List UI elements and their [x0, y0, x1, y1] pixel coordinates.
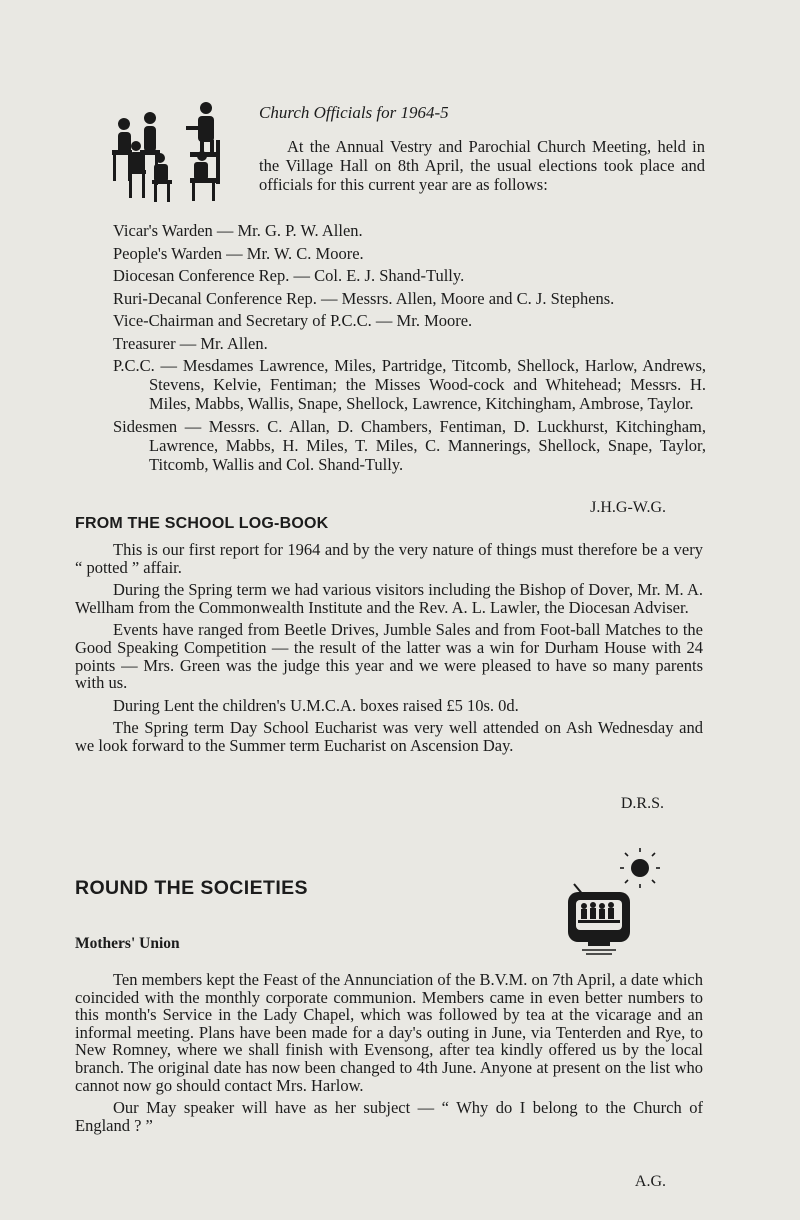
- school-heading: FROM THE SCHOOL LOG-BOOK: [75, 515, 329, 532]
- officials-heading: Church Officials for 1964-5: [259, 103, 449, 122]
- paragraph: Our May speaker will have as her subject — “ Why do I belong to the Church of England ? ”: [75, 1098, 703, 1135]
- paragraph: During the Spring term we had various visitors including the Bishop of Dover, Mr. M. A. Wellham from the Commonwealth Institute and the Rev. A. L. Lawler, the Diocesan Adviser.: [75, 580, 703, 617]
- paragraph: The Spring term Day School Eucharist was very well attended on Ash Wednesday and we look forward to the Summer term Eucharist on Ascension Day.: [75, 718, 703, 755]
- mothers-union-signature: A.G.: [634, 1173, 666, 1190]
- societies-heading: ROUND THE SOCIETIES: [75, 877, 308, 899]
- mothers-union-heading: Mothers' Union: [75, 935, 180, 952]
- television-illustration-icon: [560, 848, 662, 960]
- paragraph: During Lent the children's U.M.C.A. boxes raised £5 10s. 0d.: [113, 695, 519, 715]
- paragraph: Ten members kept the Feast of the Annunciation of the B.V.M. on 7th April, a date which coincided with the monthly corporate communion. Members came in even better numbers to this month's Service in the Lady Chapel, which was followed by tea at the vicarage and an informal meeting. Plans have been made for a day's outing in June, via Tenterden and Rye, to New Romney, where we shall finish with Evensong, after tea kindly offered us by the local branch. The original date has now been changed to 4th June. Anyone at present on the list who cannot now go should contact Mrs. Harlow.: [75, 970, 703, 1095]
- officials-intro: [259, 137, 705, 194]
- officials-signature: J.H.G-W.G.: [590, 499, 666, 516]
- list-item: P.C.C. — Mesdames Lawrence, Miles, Partridge, Titcomb, Shellock, Harlow, Andrews, Stevens, Kelvie, Fentiman; the Misses Wood-cock and Whitehead; Messrs. H. Miles, Mabbs, Wallis, Snape, Shellock, Lawrence, Kitchingham, Ambrose, Taylor.: [113, 356, 706, 413]
- officials-intro-text: At the Annual Vestry and Parochial Church Meeting, held in the Village Hall on 8th April, the usual elections took place and officials for this current year are as follows:: [259, 137, 705, 194]
- meeting-illustration-icon: [106, 100, 234, 204]
- officials-list: [113, 221, 706, 477]
- list-item: Treasurer — Mr. Allen.: [113, 333, 268, 353]
- list-item: People's Warden — Mr. W. C. Moore.: [113, 243, 364, 263]
- list-item: Vice-Chairman and Secretary of P.C.C. — Mr. Moore.: [113, 311, 473, 330]
- paragraph: This is our first report for 1964 and by the very nature of things must therefore be a very “ potted ” affair.: [75, 540, 703, 577]
- school-body: [75, 541, 703, 760]
- list-item: Ruri-Decanal Conference Rep. — Messrs. Allen, Moore and C. J. Stephens.: [113, 288, 615, 308]
- list-item: Diocesan Conference Rep. — Col. E. J. Shand-Tully.: [113, 266, 465, 285]
- mothers-union-body: [75, 971, 703, 1139]
- school-signature: D.R.S.: [620, 795, 664, 812]
- paragraph: Events have ranged from Beetle Drives, Jumble Sales and from Foot-ball Matches to the Good Speaking Competition — the result of the latter was a win for Durham House with 24 points — Mrs. Green was the judge this year and we were pleased to have so many parents with us.: [75, 620, 703, 693]
- list-item: Sidesmen — Messrs. C. Allan, D. Chambers, Fentiman, D. Luckhurst, Kitchingham, Lawrence, Mabbs, H. Miles, T. Miles, C. Mannerings, Shellock, Snape, Taylor, Titcomb, Wallis and Col. Shand-Tully.: [113, 416, 706, 474]
- list-item: Vicar's Warden — Mr. G. P. W. Allen.: [113, 221, 363, 240]
